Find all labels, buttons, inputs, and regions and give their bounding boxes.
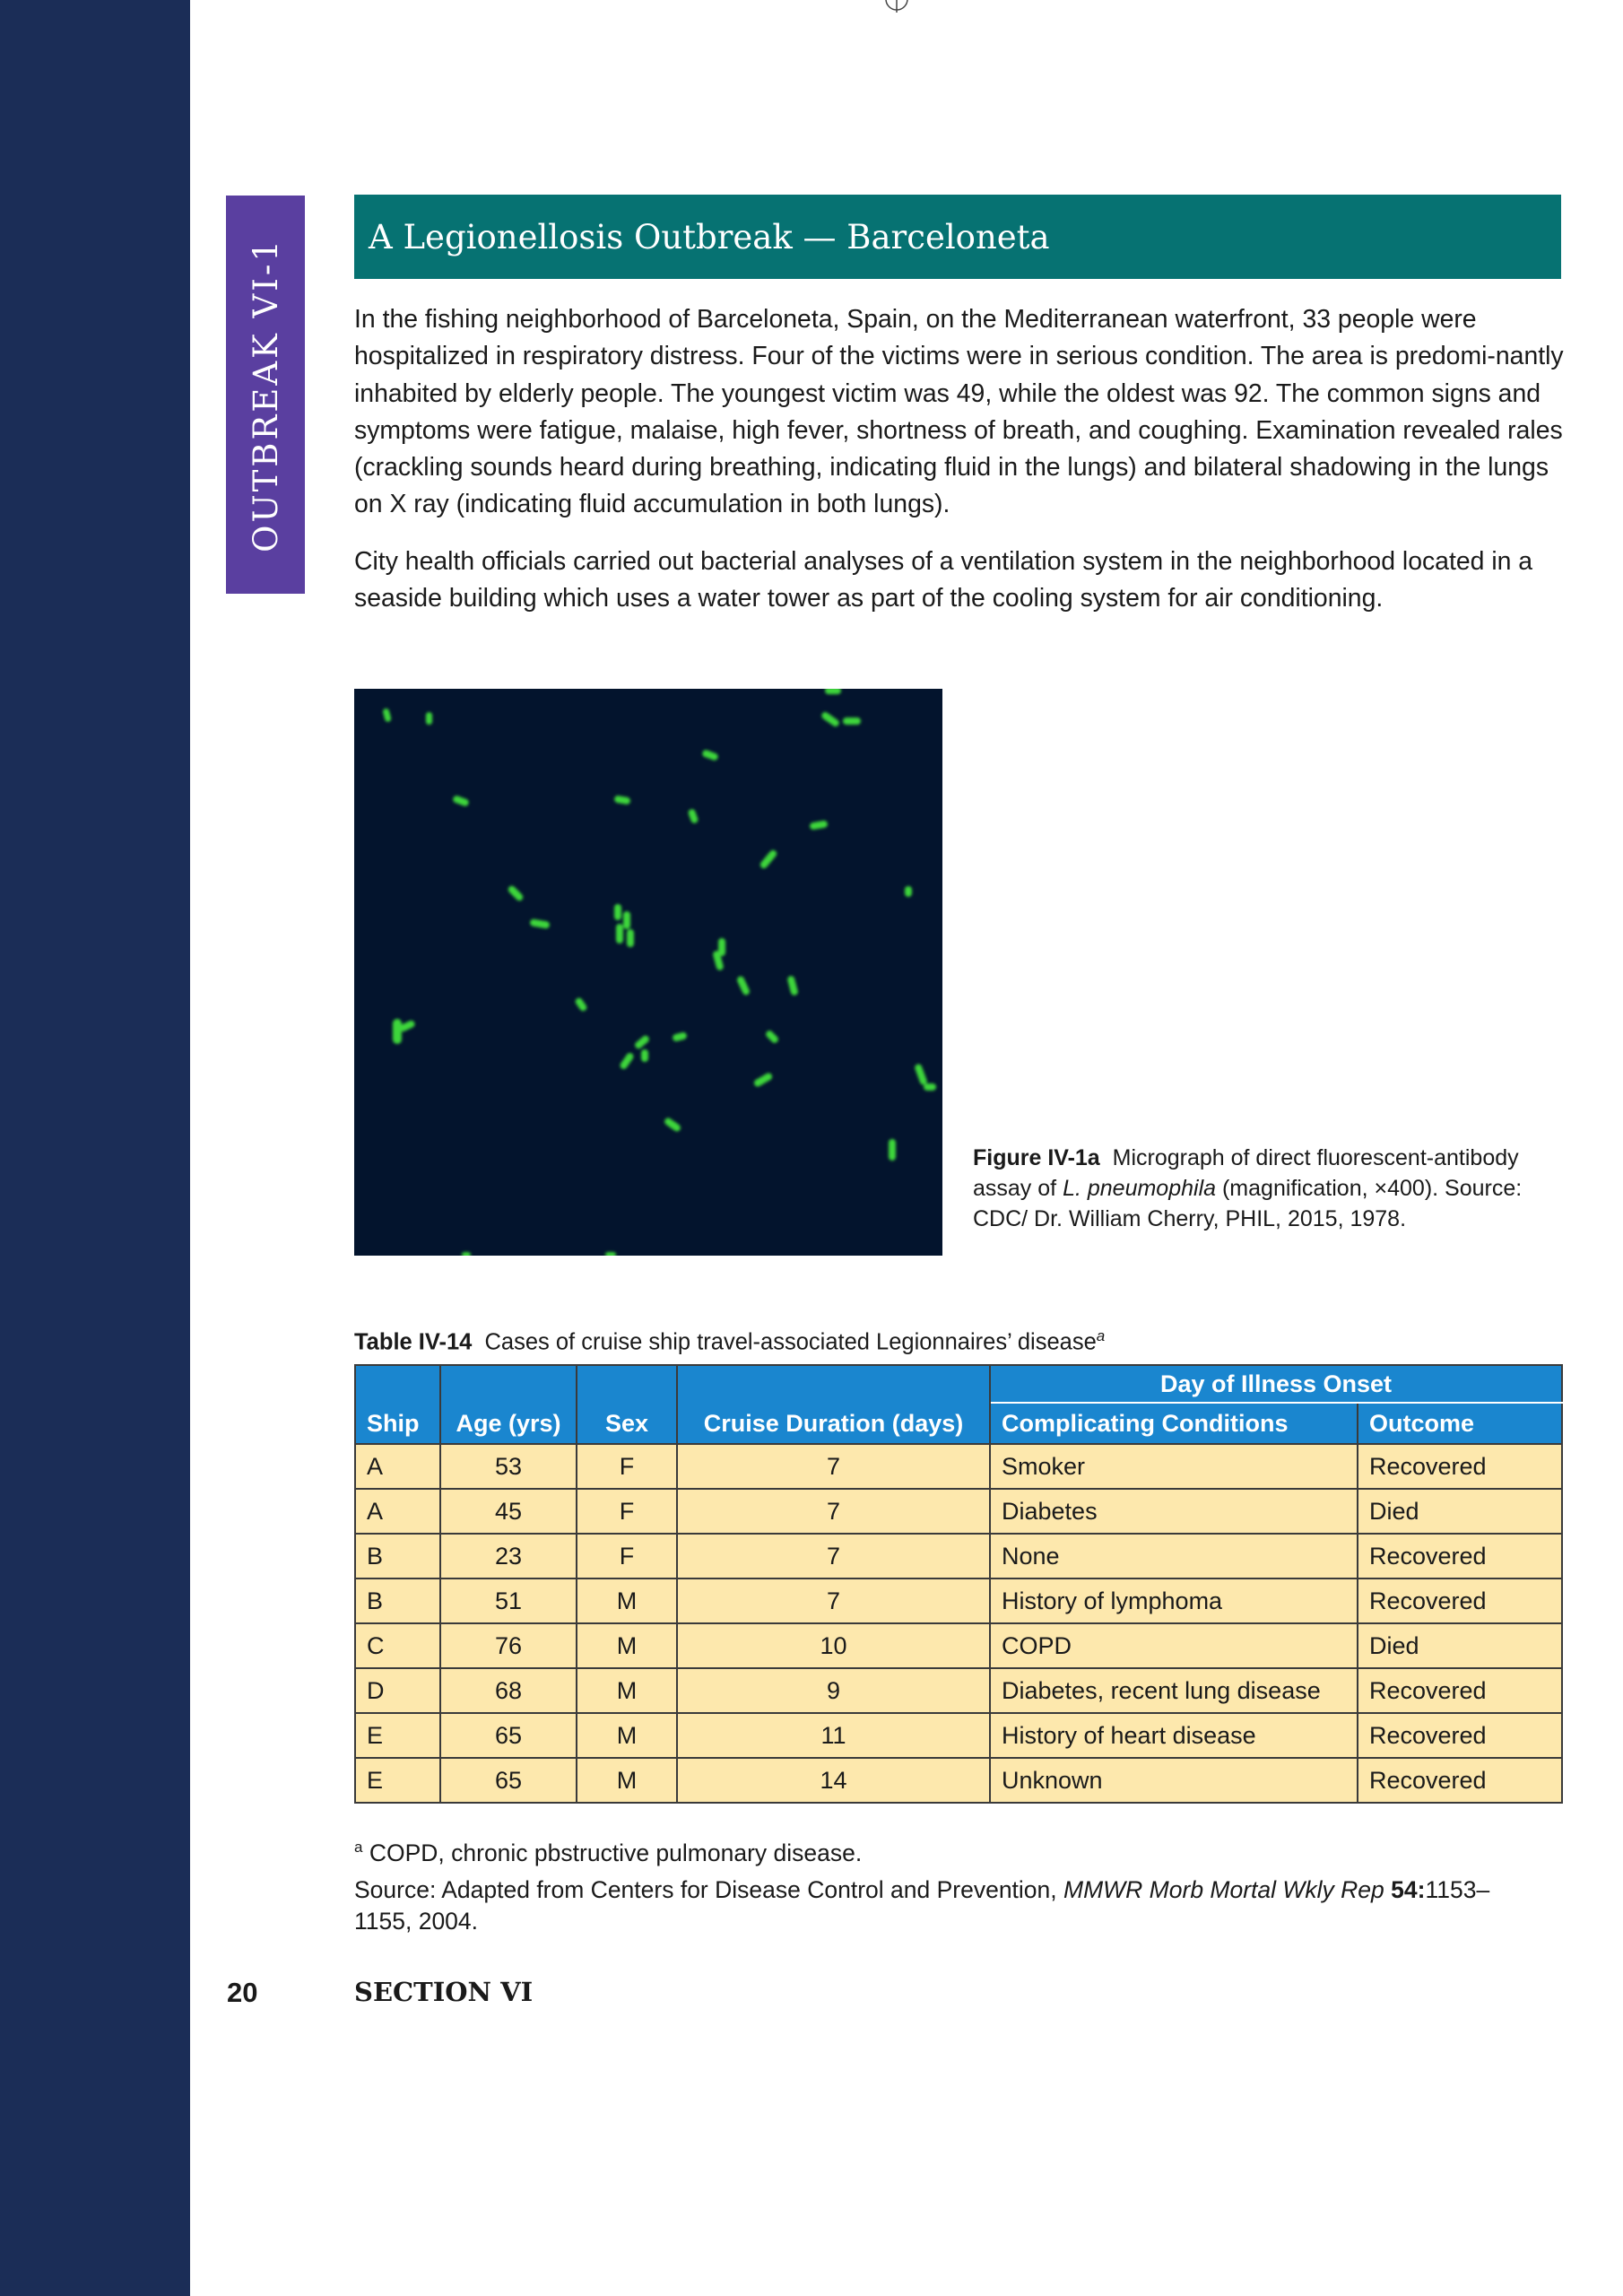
cell-duration: 10 [677,1623,990,1668]
cell-outcome: Recovered [1358,1534,1562,1578]
source-note [354,1874,1538,1937]
cell-conditions: None [990,1534,1358,1578]
cell-conditions: COPD [990,1623,1358,1668]
title-bar [354,195,1561,279]
cell-sex: M [577,1623,677,1668]
cell-age: 65 [440,1713,577,1758]
table-row [355,1668,1562,1713]
cell-age: 23 [440,1534,577,1578]
cell-sex: M [577,1668,677,1713]
cell-ship: B [355,1578,440,1623]
side-band [0,0,190,2296]
paragraph: In the fishing neighborhood of Barceloneta, Spain, on the Mediterranean waterfront, 33 people were hospitalized in respiratory distress. Four of the victims were in serious condition. The area is predomi-nantly inhabited by elderly people. The youngest victim was 49, while the oldest was 92. The common signs and symptoms were fatigue, malaise, high fever, shortness of breath, and coughing. Examination revealed rales (crackling sounds heard during breathing, indicating fluid in the lungs) and bilateral shadowing in the lungs on X ray (indicating fluid accumulation in both lungs). [354,305,1564,519]
page-number: 20 [227,1977,258,2008]
cell-duration: 7 [677,1578,990,1623]
cell-sex: F [577,1444,677,1489]
cell-ship: A [355,1489,440,1534]
cell-sex: M [577,1758,677,1803]
cell-conditions: Smoker [990,1444,1358,1489]
cell-age: 51 [440,1578,577,1623]
cell-ship: E [355,1713,440,1758]
cell-conditions: Unknown [990,1758,1358,1803]
footnote [354,1831,1538,1869]
table-caption [354,1324,1556,1356]
table-row [355,1758,1562,1803]
cell-sex: F [577,1534,677,1578]
column-header-sex: Sex [577,1365,677,1444]
cell-ship: D [355,1668,440,1713]
column-header-outcome: Outcome [1358,1403,1562,1444]
figure-label: Figure IV-1a [973,1145,1100,1170]
source-pages: 1153–1155, 2004. [354,1875,1490,1935]
cell-outcome: Recovered [1358,1668,1562,1713]
cell-age: 65 [440,1758,577,1803]
section-label: SECTION VI [354,1977,534,2007]
cell-conditions: Diabetes [990,1489,1358,1534]
cell-ship: E [355,1758,440,1803]
column-group-header: Day of Illness Onset [990,1365,1562,1403]
table-caption-footnote-marker: a [1096,1327,1106,1344]
table-label: Table IV-14 [354,1329,473,1355]
outbreak-tab [226,196,305,594]
micrograph-image [354,689,942,1256]
cell-duration: 7 [677,1444,990,1489]
cell-duration: 7 [677,1534,990,1578]
footnote-marker: a [354,1839,363,1856]
table-row [355,1623,1562,1668]
cell-ship: B [355,1534,440,1578]
cell-outcome: Recovered [1358,1758,1562,1803]
cell-age: 68 [440,1668,577,1713]
cell-sex: M [577,1713,677,1758]
cell-outcome: Recovered [1358,1444,1562,1489]
cell-sex: M [577,1578,677,1623]
cell-age: 45 [440,1489,577,1534]
footnotes [354,1831,1538,1943]
table-caption-text: Cases of cruise ship travel-associated Legionnaires’ disease [484,1329,1097,1355]
table-row [355,1713,1562,1758]
source-text: Source: Adapted from Centers for Disease Control and Prevention, [354,1875,1057,1903]
cell-duration: 7 [677,1489,990,1534]
cell-ship: A [355,1444,440,1489]
table-group-header-row [355,1365,1562,1403]
table-row [355,1489,1562,1534]
cases-table [354,1364,1563,1804]
column-header-age: Age (yrs) [440,1365,577,1444]
paragraph: City health officials carried out bacterial analyses of a ventilation system in the neighborhood located in a seaside building which uses a water tower as part of the cooling system for air conditioning. [354,546,1533,613]
figure-caption-species: L. pneumophila [1063,1176,1217,1201]
table-row [355,1444,1562,1489]
cell-ship: C [355,1623,440,1668]
registration-mark-icon [883,0,910,13]
page-title: A Legionellosis Outbreak — Barceloneta [369,217,1050,257]
table-row [355,1534,1562,1578]
cell-conditions: History of lymphoma [990,1578,1358,1623]
footnote-text: COPD, chronic pbstructive pulmonary disease. [369,1839,863,1866]
cell-duration: 11 [677,1713,990,1758]
cell-sex: F [577,1489,677,1534]
cell-duration: 9 [677,1668,990,1713]
cell-outcome: Died [1358,1623,1562,1668]
column-header-cruise-duration: Cruise Duration (days) [677,1365,990,1444]
cell-age: 76 [440,1623,577,1668]
cell-duration: 14 [677,1758,990,1803]
figure-caption-text: Micrograph of direct fluorescent-antibody assay of [973,1145,1519,1201]
figure-caption-source: (magnification, ×400). Source: CDC/ Dr. William Cherry, PHIL, 2015, 1978. [973,1176,1523,1231]
figure-caption [973,1143,1538,1234]
cell-conditions: Diabetes, recent lung disease [990,1668,1358,1713]
source-journal: MMWR Morb Mortal Wkly Rep [1063,1875,1384,1903]
outbreak-label: OUTBREAK VI-1 [246,237,285,552]
column-header-ship: Ship [355,1365,440,1444]
cell-outcome: Recovered [1358,1713,1562,1758]
source-volume: 54: [1391,1875,1426,1903]
cell-outcome: Recovered [1358,1578,1562,1623]
cell-conditions: History of heart disease [990,1713,1358,1758]
cell-outcome: Died [1358,1489,1562,1534]
table-row [355,1578,1562,1623]
cell-age: 53 [440,1444,577,1489]
body-text [354,301,1565,637]
column-header-complicating-conditions: Complicating Conditions [990,1403,1358,1444]
